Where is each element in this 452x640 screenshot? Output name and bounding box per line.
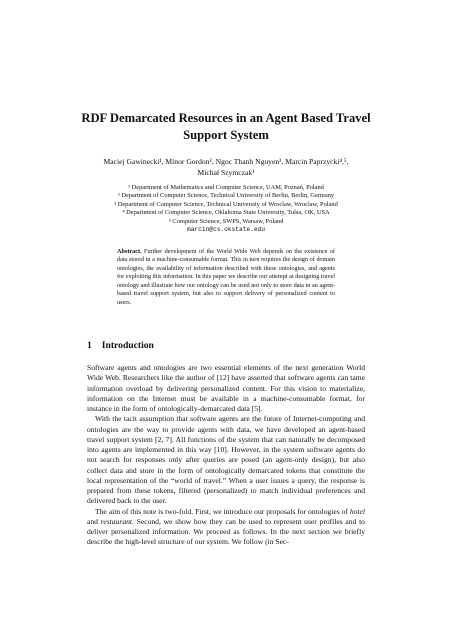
affiliation-4: ⁴ Department of Computer Science, Oklahoma State University, Tulsa, OK, USA	[122, 209, 330, 217]
author-list	[60, 157, 392, 178]
paragraph-text: and	[87, 516, 101, 526]
affiliation-3: ³ Department of Computer Science, Technical University of Wroclaw, Wroclaw, Poland	[114, 200, 338, 208]
authors-line-1: Maciej Gawinecki¹, Minor Gordon², Ngoc Thanh Nguyen³, Marcin Paprzycki⁴,⁵,	[103, 157, 349, 166]
abstract-label: Abstract.	[117, 248, 142, 255]
section-title: Introduction	[101, 340, 154, 351]
paragraph	[87, 507, 365, 548]
section-heading	[87, 340, 154, 352]
affiliation-2: ² Department of Computer Science, Technical University of Berlin, Berlin, Germany	[117, 192, 335, 200]
abstract	[117, 248, 335, 307]
paper-title: RDF Demarcated Resources in an Agent Based Travel Support System	[81, 111, 371, 142]
authors-line-2: Michał Szymczak¹	[197, 167, 255, 177]
paragraph-text: The aim of this note is two-fold. First, we introduce our proposals for ontologies of	[95, 506, 350, 516]
affiliation-5: ⁵ Computer Science, SWPS, Warsaw, Poland	[168, 217, 284, 225]
contact-email: marcin@cs.okstate.edu	[187, 226, 265, 234]
affiliation-list	[60, 184, 392, 234]
paragraph: With the tacit assumption that software agents are the future of Internet-computing and ontologies are the way to provide agents with data, we have developed an agent-based travel support system [2, 7]. All functions of the system that can naturally be decomposed into agents are implemented in this way [10]. However, in the system software agents do not search for responses only after queries are posed (an agent-only design), but also collect data and store in the form of ontologically demarcated tokens that constitute the local representation of the “world of travel.” When a user issues a query, the response is prepared from these tokens, filtered (personalized) to match individual preferences and delivered back to the user.	[87, 414, 365, 506]
paragraph: Software agents and ontologies are two essential elements of the next generation World Wide Web. Researchers like the author of [12] have asserted that software agents can tame information overload by delivering personalized content. For this vision to materialize, information on the Internet must be available in a machine-consumable format, for instance in the form of ontologically-demarcated data [5].	[87, 363, 365, 413]
body-text	[87, 363, 365, 548]
term-hotel: hotel	[349, 506, 365, 516]
affiliation-1: ¹ Department of Mathematics and Computer Science, UAM, Poznań, Poland	[128, 184, 324, 191]
abstract-text: Further development of the World Wide Web depends on the existence of data stored in a machine-consumable format. This in turn requires the design of domain ontologies, the availability of information described with these ontologies, and agents for exploiting this information. In this paper we describe our attempt at designing travel ontology and illustrate how our ontology can be used not only to store data in an agent-based travel support system, but also to support delivery of personalized content to users.	[117, 248, 335, 306]
section-number: 1	[87, 340, 92, 351]
paragraph-text: . Second, we show how they can be used to represent user profiles and to deliver personalized information. We proceed as follows. In the next section we briefly describe the high-level structure of our system. We follow (in Sec-	[87, 516, 365, 547]
term-restaurant: restaurant	[100, 516, 133, 526]
